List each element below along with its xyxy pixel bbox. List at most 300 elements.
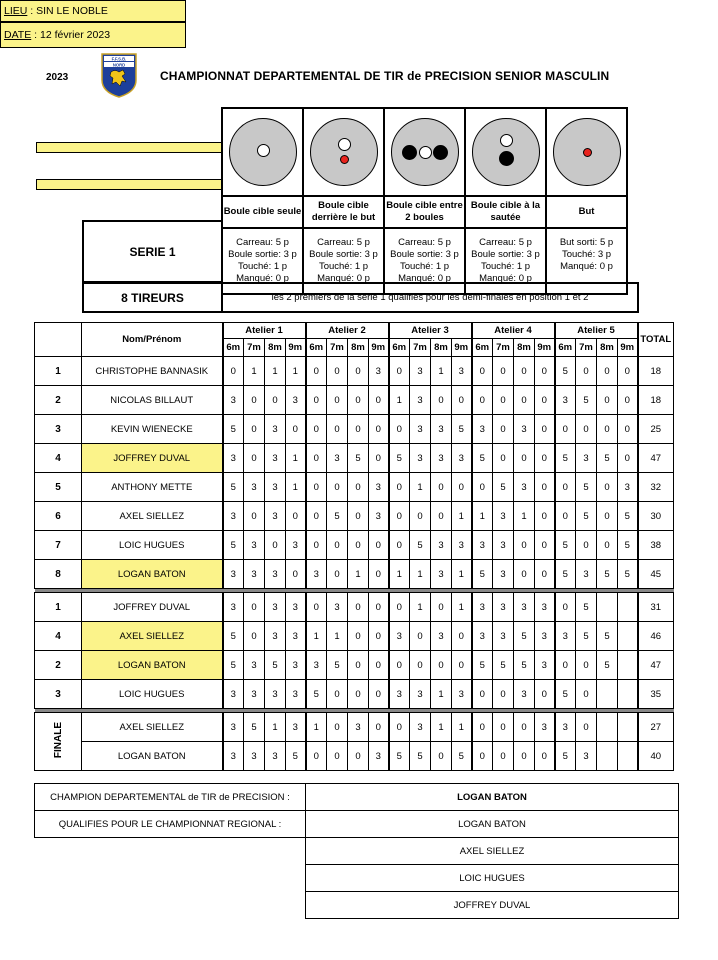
points-line: Boule sortie: 3 p [228,249,297,260]
score-cell: 1 [306,713,327,742]
total-header: TOTAL [638,323,674,357]
score-cell: 5 [286,742,306,771]
score-cell: 3 [348,713,369,742]
player-name: LOGAN BATON [82,742,223,771]
score-cell: 3 [265,444,286,473]
score-cell: 3 [452,444,472,473]
score-cell: 3 [265,560,286,589]
score-cell: 5 [555,680,576,709]
logo-text-top: F.F.S.B. [111,56,127,62]
points-line: Boule sortie: 3 p [309,249,378,260]
score-cell: 1 [265,357,286,386]
distance-header: 6m [389,339,410,357]
lieu-spacer [36,142,222,153]
score-cell [597,742,618,771]
distance-header: 9m [535,339,555,357]
rank-cell: 2 [35,386,82,415]
champion-label: CHAMPION DEPARTEMENTAL de TIR de PRECISION : [35,784,306,811]
score-cell: 3 [535,713,555,742]
score-cell: 5 [514,622,535,651]
score-cell: 5 [555,357,576,386]
score-cell: 0 [348,357,369,386]
score-cell: 0 [348,593,369,622]
score-cell: 3 [493,560,514,589]
score-cell: 3 [431,415,452,444]
score-cell: 1 [389,560,410,589]
total-cell: 18 [638,386,674,415]
score-cell: 5 [493,473,514,502]
distance-header: 7m [244,339,265,357]
score-cell: 0 [514,531,535,560]
score-cell: 0 [597,502,618,531]
score-cell: 0 [472,386,493,415]
score-cell: 3 [286,593,306,622]
score-cell: 5 [576,386,597,415]
score-cell: 3 [244,531,265,560]
score-cell: 0 [431,651,452,680]
atelier-header: Atelier 2 [306,323,389,339]
score-cell: 3 [555,386,576,415]
score-cell: 0 [369,386,389,415]
score-cell: 3 [265,502,286,531]
score-cell: 3 [452,680,472,709]
score-cell: 0 [576,680,597,709]
score-cell: 0 [348,742,369,771]
score-cell: 3 [265,473,286,502]
score-cell: 3 [223,680,244,709]
score-cell: 0 [472,742,493,771]
score-cell: 0 [306,502,327,531]
shot-image-cell [384,108,465,196]
lieu-label: LIEU [4,5,28,17]
score-cell: 5 [410,531,431,560]
score-cell: 0 [369,651,389,680]
score-cell: 5 [223,622,244,651]
score-cell: 0 [618,357,638,386]
score-cell: 3 [265,415,286,444]
score-cell: 1 [452,713,472,742]
rank-cell: 4 [35,622,82,651]
score-cell: 0 [618,415,638,444]
score-cell: 0 [597,415,618,444]
score-cell: 5 [389,742,410,771]
distance-header: 9m [286,339,306,357]
player-name: JOFFREY DUVAL [82,444,223,473]
score-cell: 0 [348,415,369,444]
score-cell: 0 [452,622,472,651]
score-cell: 0 [369,622,389,651]
shot-image-cell [222,108,303,196]
score-cell: 0 [493,415,514,444]
score-cell: 0 [597,386,618,415]
player-name: AXEL SIELLEZ [82,622,223,651]
distance-header: 8m [348,339,369,357]
total-cell: 27 [638,713,674,742]
score-cell: 3 [555,713,576,742]
score-cell: 0 [576,713,597,742]
score-cell: 5 [597,622,618,651]
score-cell: 5 [472,560,493,589]
points-line: Manqué: 0 p [236,273,289,284]
score-cell: 0 [306,593,327,622]
points-line: Manqué: 0 p [479,273,532,284]
score-cell: 0 [369,713,389,742]
score-cell: 5 [452,742,472,771]
score-cell: 5 [618,502,638,531]
distance-header: 9m [452,339,472,357]
distance-header: 9m [618,339,638,357]
qualified-item: LOGAN BATON [306,811,679,838]
score-cell: 3 [410,357,431,386]
rank-cell: 6 [35,502,82,531]
points-line: Boule sortie: 3 p [390,249,459,260]
score-cell: 0 [618,386,638,415]
score-cell: 5 [348,444,369,473]
score-cell [597,593,618,622]
shot-caption: Boule cible derrière le but [303,196,384,228]
score-cell: 3 [369,502,389,531]
logo-text-mid: NORD [112,62,126,68]
points-line: Manqué: 0 p [317,273,370,284]
player-name: AXEL SIELLEZ [82,713,223,742]
rank-cell: 1 [35,357,82,386]
score-cell: 3 [369,742,389,771]
score-cell: 1 [306,622,327,651]
score-cell: 0 [286,560,306,589]
score-cell: 3 [244,473,265,502]
score-cell: 0 [410,651,431,680]
score-cell: 1 [431,680,452,709]
date-label: DATE [4,29,32,41]
rank-cell: 5 [35,473,82,502]
score-cell: 0 [348,680,369,709]
score-cell [597,680,618,709]
score-cell: 5 [223,531,244,560]
distance-header: 8m [597,339,618,357]
distance-header: 6m [306,339,327,357]
score-cell: 3 [306,651,327,680]
score-cell: 1 [410,560,431,589]
federation-logo [100,52,138,98]
lieu-field [0,0,186,22]
date-spacer [36,179,222,190]
score-cell: 3 [223,386,244,415]
score-cell: 5 [576,593,597,622]
score-cell: 0 [389,593,410,622]
total-cell: 32 [638,473,674,502]
score-cell: 0 [389,502,410,531]
score-cell: 0 [265,531,286,560]
distance-header: 8m [431,339,452,357]
score-cell: 1 [244,357,265,386]
score-cell: 3 [431,560,452,589]
page-title: CHAMPIONNAT DEPARTEMENTAL DE TIR de PRECISION SENIOR MASCULIN [160,69,610,83]
score-cell: 5 [555,531,576,560]
score-cell: 0 [493,713,514,742]
score-cell: 1 [410,473,431,502]
rank-cell: 3 [35,680,82,709]
score-cell: 5 [597,560,618,589]
score-cell: 3 [410,444,431,473]
shot-caption: Boule cible à la sautée [465,196,546,228]
score-cell: 3 [452,357,472,386]
score-cell: 0 [514,444,535,473]
score-cell: 3 [223,502,244,531]
score-cell: 0 [452,386,472,415]
score-cell: 0 [244,622,265,651]
atelier-header: Atelier 1 [223,323,306,339]
score-cell: 1 [286,357,306,386]
score-cell: 0 [410,622,431,651]
year-label: 2023 [46,72,69,83]
player-name: JOFFREY DUVAL [82,593,223,622]
finale-label-cell [35,713,82,771]
score-cell: 0 [369,680,389,709]
score-cell: 3 [389,622,410,651]
date-value: : 12 février 2023 [34,29,111,41]
score-cell: 5 [327,502,348,531]
total-cell: 47 [638,651,674,680]
score-cell: 3 [410,713,431,742]
distance-header: 8m [514,339,535,357]
score-cell: 0 [472,713,493,742]
score-cell: 0 [493,444,514,473]
score-cell: 3 [286,622,306,651]
score-cell: 3 [389,680,410,709]
empty-cell [35,865,306,892]
points-line: Boule sortie: 3 p [471,249,540,260]
score-cell: 0 [576,651,597,680]
serie-label: SERIE 1 [82,220,223,283]
table-row [35,415,674,444]
results-table [34,783,679,919]
score-cell: 5 [555,742,576,771]
score-cell: 3 [244,742,265,771]
score-cell: 3 [535,622,555,651]
score-cell: 0 [327,560,348,589]
score-cell: 3 [431,531,452,560]
score-cell: 0 [535,742,555,771]
score-cell: 0 [535,444,555,473]
distance-header: 7m [493,339,514,357]
total-cell: 25 [638,415,674,444]
score-cell: 5 [597,651,618,680]
score-cell: 3 [535,651,555,680]
score-cell: 1 [431,357,452,386]
points-line: Touché: 1 p [480,261,531,272]
points-line: Touché: 3 p [561,249,612,260]
score-cell: 0 [514,386,535,415]
table-row [35,357,674,386]
empty-cell [35,838,306,865]
score-cell: 3 [265,593,286,622]
score-cell: 0 [597,357,618,386]
score-cell: 3 [369,473,389,502]
score-cell: 0 [535,357,555,386]
score-cell: 0 [555,502,576,531]
player-name: NICOLAS BILLAUT [82,386,223,415]
score-cell: 0 [244,444,265,473]
score-cell: 0 [535,560,555,589]
score-cell: 5 [223,651,244,680]
score-cell: 3 [223,713,244,742]
score-cell: 0 [286,415,306,444]
score-cell [618,713,638,742]
score-cell: 0 [576,357,597,386]
score-cell: 0 [265,386,286,415]
score-cell: 3 [493,502,514,531]
rank-cell: 1 [35,593,82,622]
distance-header: 6m [472,339,493,357]
score-cell: 0 [493,386,514,415]
score-cell: 5 [410,742,431,771]
score-cell: 5 [265,651,286,680]
table-row [35,622,674,651]
lieu-value: : SIN LE NOBLE [30,5,108,17]
score-cell: 1 [452,593,472,622]
score-cell: 0 [389,357,410,386]
score-cell: 0 [306,357,327,386]
score-cell: 0 [306,742,327,771]
score-cell: 5 [244,713,265,742]
score-cell: 0 [348,473,369,502]
score-cell: 0 [369,560,389,589]
total-cell: 46 [638,622,674,651]
score-cell: 3 [223,560,244,589]
score-cell: 3 [286,713,306,742]
score-cell: 0 [493,357,514,386]
score-cell: 0 [535,473,555,502]
score-cell: 0 [327,415,348,444]
player-name: AXEL SIELLEZ [82,502,223,531]
qualified-item: AXEL SIELLEZ [306,838,679,865]
score-cell: 3 [410,415,431,444]
score-cell: 5 [472,651,493,680]
score-cell: 3 [576,560,597,589]
target-disc-icon [391,118,459,186]
points-line: Carreau: 5 p [317,237,370,248]
score-cell: 0 [348,386,369,415]
target-disc-icon [229,118,297,186]
score-cell: 1 [514,502,535,531]
scores-table [34,322,674,771]
table-row [35,473,674,502]
score-cell: 3 [327,444,348,473]
score-cell: 0 [555,415,576,444]
score-cell: 3 [431,444,452,473]
score-cell: 3 [576,444,597,473]
points-line: Carreau: 5 p [479,237,532,248]
score-cell: 3 [514,473,535,502]
total-cell: 47 [638,444,674,473]
score-cell: 3 [472,622,493,651]
score-cell: 0 [514,357,535,386]
score-cell: 0 [348,622,369,651]
score-cell: 3 [244,651,265,680]
rank-cell: 3 [35,415,82,444]
distance-header: 7m [410,339,431,357]
score-cell: 0 [431,502,452,531]
score-cell: 5 [555,560,576,589]
total-cell: 31 [638,593,674,622]
score-cell: 5 [555,444,576,473]
points-line: Touché: 1 p [237,261,288,272]
score-cell: 1 [431,713,452,742]
score-cell: 0 [410,502,431,531]
score-cell: 3 [493,531,514,560]
score-cell: 5 [223,473,244,502]
score-cell: 0 [306,444,327,473]
score-cell: 5 [327,651,348,680]
score-cell: 1 [389,386,410,415]
distance-header: 6m [555,339,576,357]
qualified-label: QUALIFIES POUR LE CHAMPIONNAT REGIONAL : [35,811,306,838]
score-cell: 0 [535,531,555,560]
score-cell: 3 [535,593,555,622]
score-cell: 0 [327,531,348,560]
score-cell: 0 [327,473,348,502]
score-cell: 3 [286,651,306,680]
distance-header: 7m [576,339,597,357]
score-cell: 3 [555,622,576,651]
score-cell: 0 [535,502,555,531]
score-cell: 3 [472,593,493,622]
score-cell: 5 [576,622,597,651]
qualified-item: JOFFREY DUVAL [306,892,679,919]
score-cell: 0 [327,357,348,386]
score-cell: 0 [286,502,306,531]
shot-image-cell [303,108,384,196]
score-cell: 0 [514,742,535,771]
score-cell: 0 [369,415,389,444]
score-cell: 3 [286,531,306,560]
score-cell: 1 [410,593,431,622]
name-header: Nom/Prénom [82,323,223,357]
qualified-item: LOIC HUGUES [306,865,679,892]
score-cell: 3 [452,531,472,560]
points-line: But sorti: 5 p [559,237,614,248]
score-cell: 0 [389,531,410,560]
player-name: LOGAN BATON [82,651,223,680]
score-cell: 3 [576,742,597,771]
player-name: CHRISTOPHE BANNASIK [82,357,223,386]
score-cell: 3 [265,742,286,771]
score-cell: 0 [306,386,327,415]
score-cell: 3 [286,386,306,415]
score-cell: 0 [369,444,389,473]
table-row [35,742,674,771]
score-cell: 5 [493,651,514,680]
total-cell: 30 [638,502,674,531]
table-row [35,444,674,473]
score-cell: 0 [348,531,369,560]
score-cell: 0 [535,415,555,444]
score-cell: 0 [389,415,410,444]
score-cell: 3 [493,622,514,651]
atelier-header: Atelier 3 [389,323,472,339]
table-row [35,502,674,531]
score-cell: 0 [535,680,555,709]
table-row [35,713,674,742]
score-cell: 3 [306,560,327,589]
target-disc-icon [310,118,378,186]
score-cell: 0 [493,742,514,771]
total-cell: 35 [638,680,674,709]
distance-header: 8m [265,339,286,357]
score-cell: 0 [514,713,535,742]
score-cell: 0 [327,680,348,709]
shot-caption: Boule cible entre 2 boules [384,196,465,228]
